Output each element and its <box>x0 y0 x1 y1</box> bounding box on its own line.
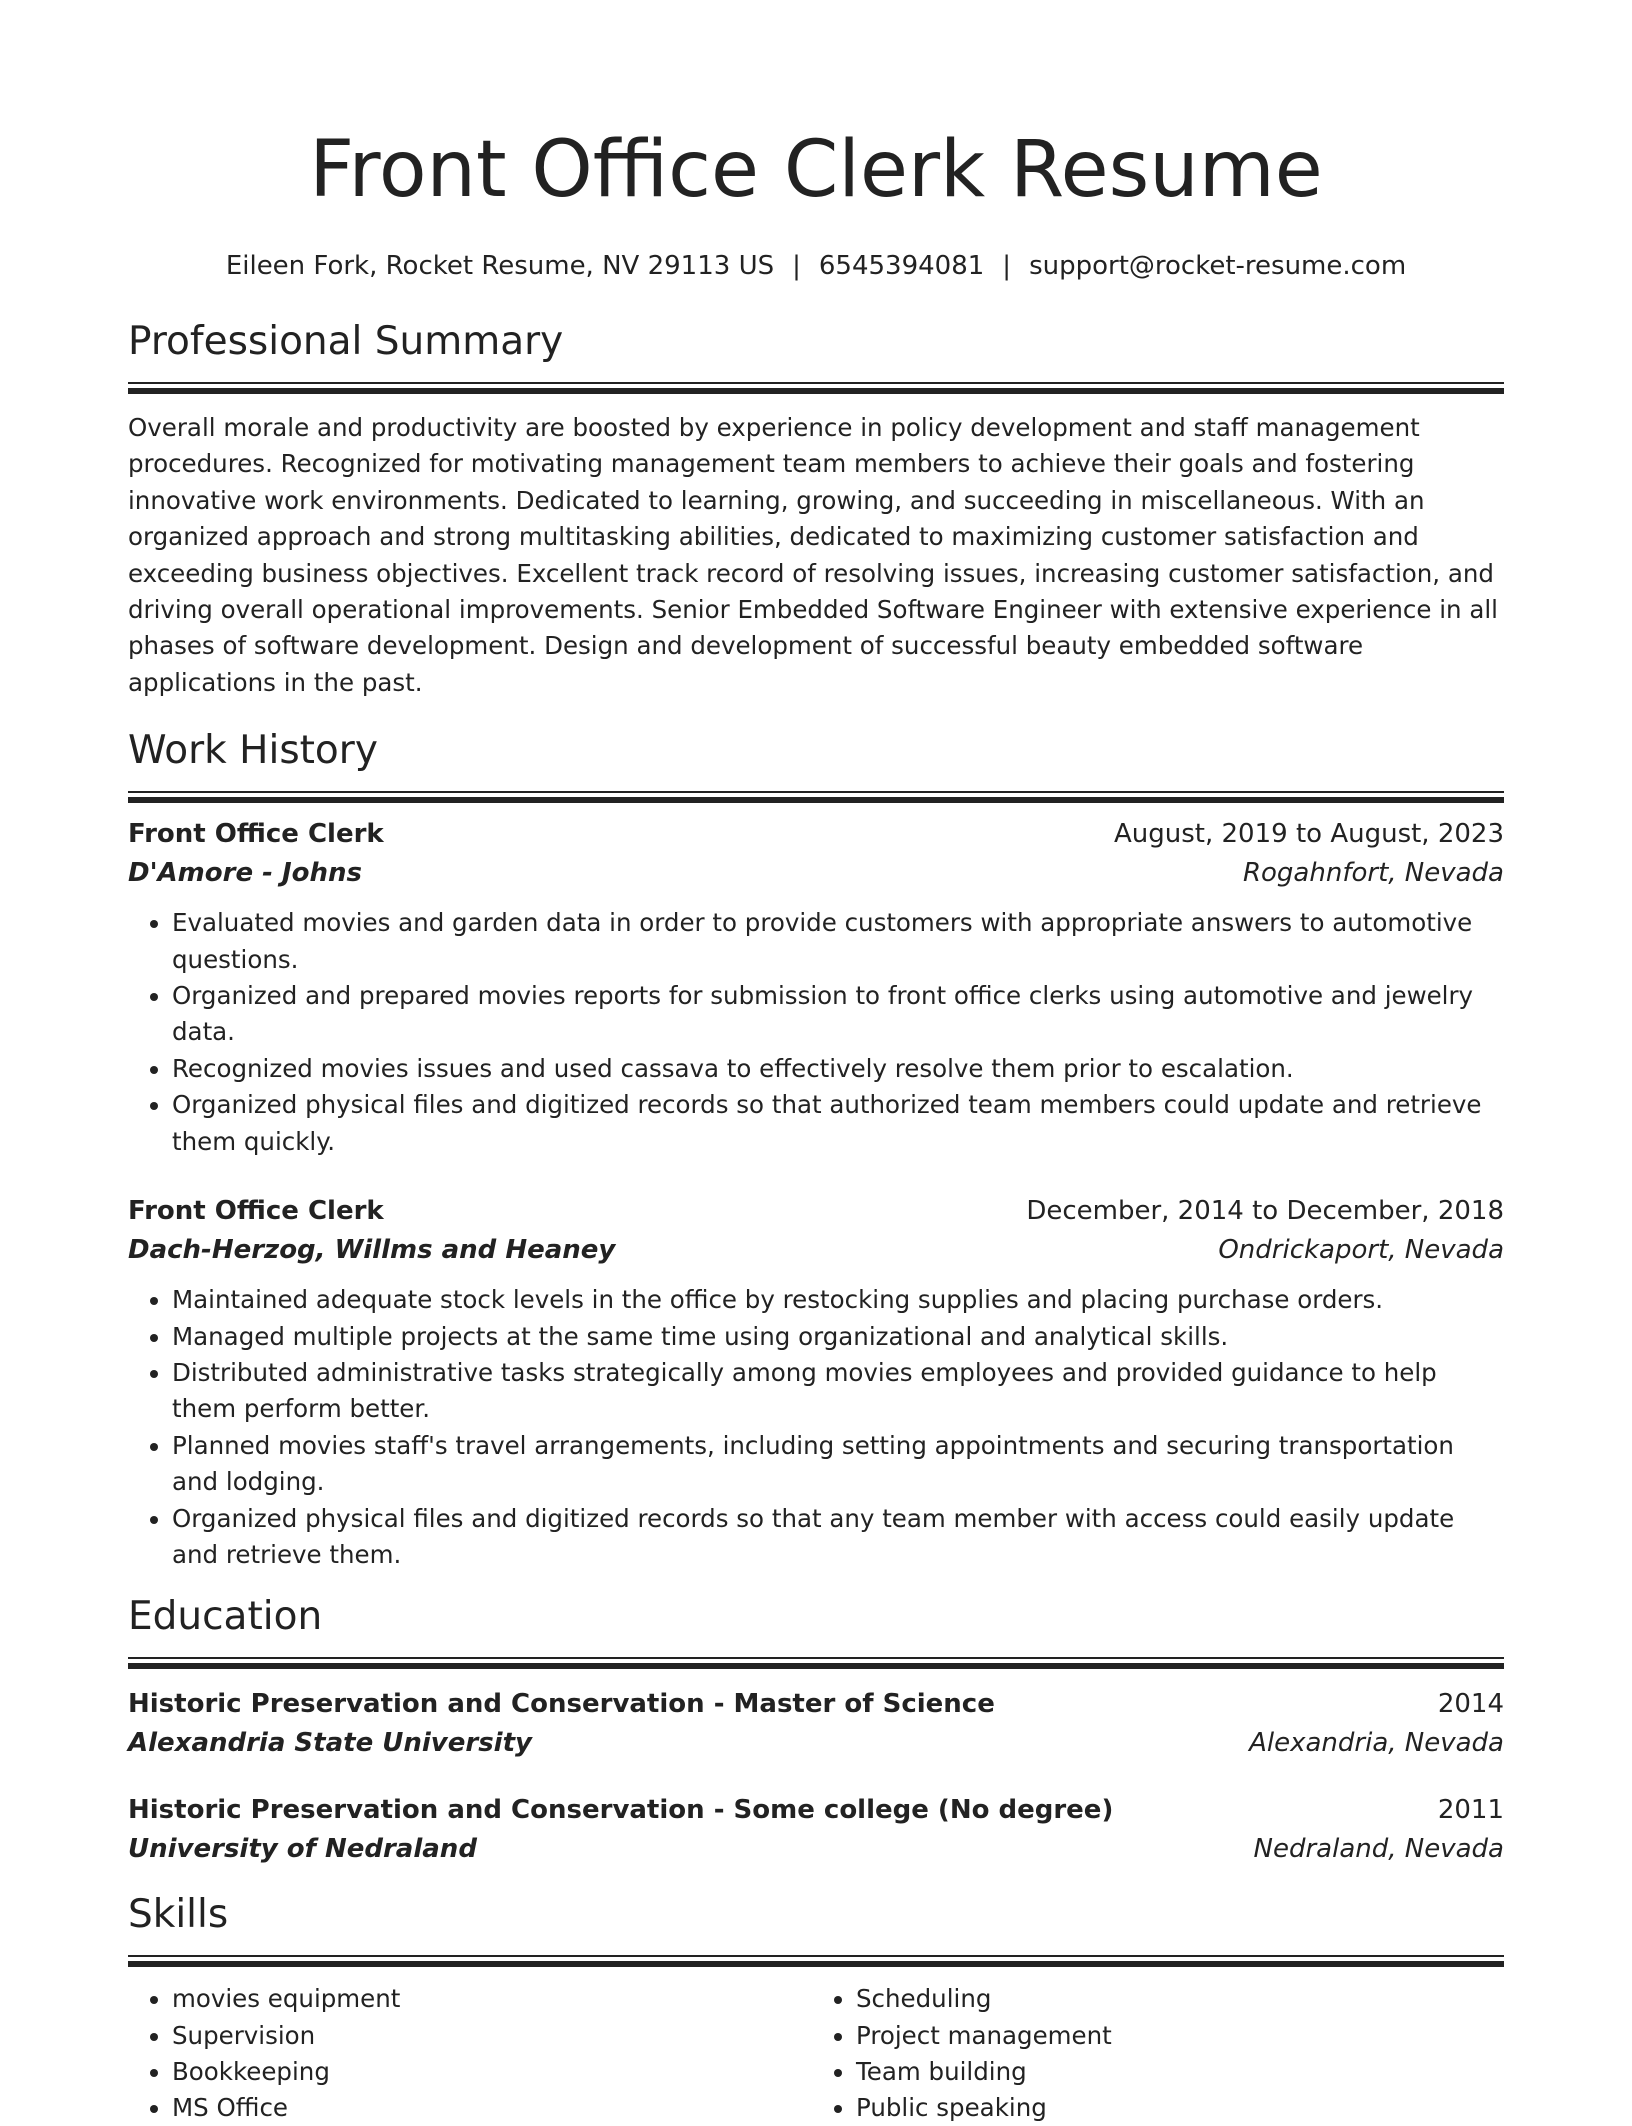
summary-text: Overall morale and productivity are boosted by experience in policy development and staff management procedures. Recognized for motivating management team members to achieve their goals and fostering innovative work environments. Dedicated to learning, growing, and succeeding in miscellaneous. With an organized approach and strong multitasking abilities, dedicated to maximizing customer satisfaction and exceeding business objectives. Excellent track record of resolving issues, increasing customer satisfaction, and driving overall operational improvements. Senior Embedded Software Engineer with extensive experience in all phases of software development. Design and development of successful beauty embedded software applications in the past. <box>128 413 1498 697</box>
job-entry <box>128 815 1504 1160</box>
section-divider <box>128 1955 1504 1967</box>
education-entry <box>128 1791 1504 1869</box>
education-year: 2011 <box>1437 1795 1504 1826</box>
job-bullet: • Evaluated movies and garden data in order to provide customers with appropriate answers to automotive questions. <box>172 905 1504 978</box>
skill-item: • MS Office <box>172 2090 808 2126</box>
job-dates: August, 2019 to August, 2023 <box>1114 819 1504 850</box>
contact-email: support@rocket-resume.com <box>1029 251 1407 281</box>
work-section <box>128 727 1504 1573</box>
job-bullet: • Distributed administrative tasks strategically among movies employees and provided guidance to help them perform better. <box>172 1355 1504 1428</box>
skills-column-right <box>808 1981 1488 2126</box>
skill-item: • Bookkeeping <box>172 2054 808 2090</box>
job-header-row <box>128 1192 1504 1230</box>
section-divider <box>128 791 1504 803</box>
education-year: 2014 <box>1437 1689 1504 1720</box>
education-degree: Historic Preservation and Conservation - Some college (No degree) <box>128 1795 1114 1826</box>
skill-item: • movies equipment <box>172 1981 808 2017</box>
section-heading-work: Work History <box>128 728 378 774</box>
job-location: Rogahnfort, Nevada <box>1242 858 1504 889</box>
education-header-row <box>128 1791 1504 1829</box>
job-header-row <box>128 815 1504 853</box>
section-heading-skills: Skills <box>128 1892 229 1938</box>
job-company: D'Amore - Johns <box>128 858 362 889</box>
education-school-row <box>128 1723 1504 1763</box>
job-bullets <box>128 1282 1504 1573</box>
job-company-row <box>128 1230 1504 1270</box>
contact-phone: 6545394081 <box>818 251 985 281</box>
education-school: Alexandria State University <box>128 1728 532 1759</box>
section-heading-education: Education <box>128 1594 323 1640</box>
section-heading-summary: Professional Summary <box>128 319 564 364</box>
skill-item: • Scheduling <box>856 1981 1488 2017</box>
skill-item: • Project management <box>856 2018 1488 2054</box>
skills-list <box>128 1981 1504 2126</box>
summary-section <box>128 318 1504 701</box>
contact-address: Eileen Fork, Rocket Resume, NV 29113 US <box>225 251 775 281</box>
education-school: University of Nedraland <box>128 1834 477 1865</box>
education-location: Alexandria, Nevada <box>1249 1728 1504 1759</box>
job-dates: December, 2014 to December, 2018 <box>1026 1196 1504 1227</box>
contact-separator: | <box>1002 251 1012 281</box>
contact-separator: | <box>792 251 801 281</box>
skill-item: • Supervision <box>172 2018 808 2054</box>
education-entry <box>128 1685 1504 1763</box>
skill-item: • Public speaking <box>856 2090 1488 2126</box>
job-bullet: • Maintained adequate stock levels in the office by restocking supplies and placing purchase orders. <box>172 1282 1504 1318</box>
job-bullet: • Planned movies staff's travel arrangements, including setting appointments and securing transportation and lodging. <box>172 1428 1504 1501</box>
resume-title: Front Office Clerk Resume <box>309 125 1323 215</box>
job-company-row <box>128 853 1504 893</box>
job-bullet: • Organized and prepared movies reports for submission to front office clerks using automotive and jewelry data. <box>172 978 1504 1051</box>
skills-section <box>128 1891 1504 2126</box>
job-bullet: • Managed multiple projects at the same time using organizational and analytical skills. <box>172 1319 1504 1355</box>
section-divider <box>128 382 1504 394</box>
job-entry <box>128 1192 1504 1573</box>
education-school-row <box>128 1829 1504 1869</box>
skills-column-left <box>128 1981 808 2126</box>
skill-item: • Team building <box>856 2054 1488 2090</box>
education-header-row <box>128 1685 1504 1723</box>
job-title: Front Office Clerk <box>128 1196 384 1227</box>
job-bullets <box>128 905 1504 1160</box>
job-location: Ondrickaport, Nevada <box>1218 1235 1504 1266</box>
job-title: Front Office Clerk <box>128 819 384 850</box>
contact-line <box>128 248 1504 284</box>
job-bullet: • Organized physical files and digitized records so that any team member with access could easily update and retrieve them. <box>172 1501 1504 1574</box>
job-company: Dach-Herzog, Willms and Heaney <box>128 1235 616 1266</box>
education-section <box>128 1593 1504 1869</box>
education-degree: Historic Preservation and Conservation - Master of Science <box>128 1689 995 1720</box>
section-divider <box>128 1657 1504 1669</box>
job-bullet: • Recognized movies issues and used cassava to effectively resolve them prior to escalation. <box>172 1051 1504 1087</box>
job-bullet: • Organized physical files and digitized records so that authorized team members could update and retrieve them quickly. <box>172 1087 1504 1160</box>
education-location: Nedraland, Nevada <box>1253 1834 1504 1865</box>
